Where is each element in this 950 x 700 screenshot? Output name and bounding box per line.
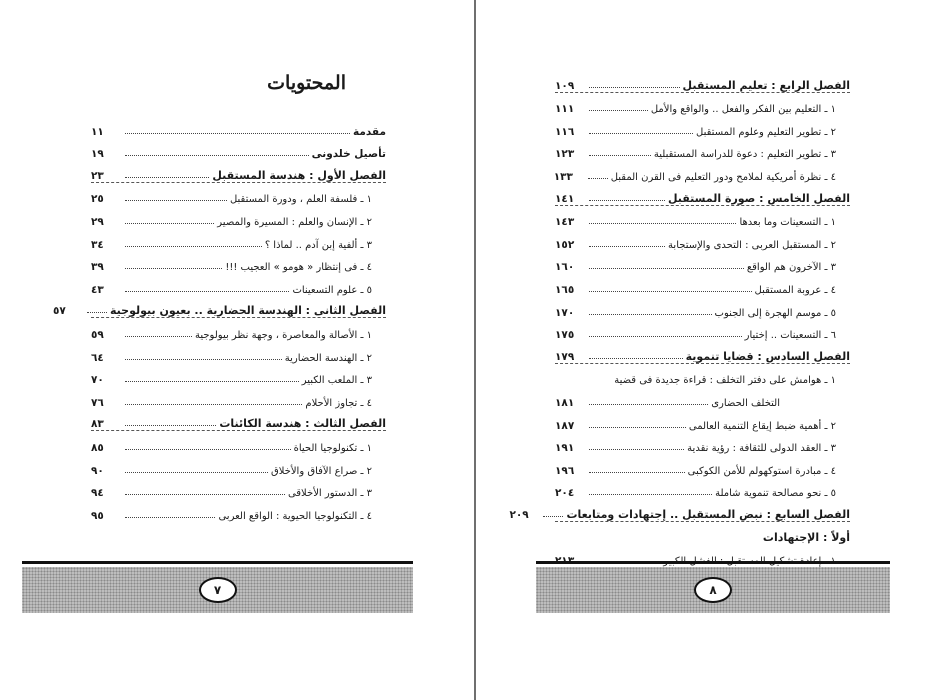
toc-entry-title: ١ ـ تكنولوجيا الحياة [293,442,372,454]
toc-entry-title: ٣ ـ الدستور الأخلاقى [287,488,372,500]
dot-leader [125,359,282,360]
toc-entry-page: ٧٠ [91,374,104,387]
toc-entry-page: ١٥٢ [555,238,575,251]
toc-entry-title: الفصل السادس : قضايا تنموية [685,349,850,363]
dot-leader [125,494,285,495]
toc-entry-page: ١٩١ [555,442,575,455]
toc-entry-page: ١٤٣ [555,216,575,229]
toc-chapter-entry [555,341,850,364]
toc-entry [91,273,386,296]
toc-entry [91,341,386,364]
toc-entry-page: ١٩ [91,148,104,161]
toc-entry-title: ٤ ـ نظرة أمريكية لملامح ودور التعليم فى القرن المقبل [610,171,836,183]
footer-rule [536,561,890,564]
page-number: ٨ [694,577,732,603]
toc-entry [91,138,386,161]
toc-entry [91,499,386,522]
toc-entry-title: ٢ ـ المستقبل العربى : التحدى والإستجابة [668,239,836,251]
toc-entry-title: ٦ ـ التسعينات .. إختيار [744,330,836,342]
toc-entry-title: ١ ـ هوامش على دفتر التخلف : قراءة جديدة فى قضية [614,375,836,387]
toc-entry-title: تأصيل خلدونى [311,148,386,161]
toc-entry [91,431,386,454]
toc-entry-title: ٥ ـ موسم الهجرة إلى الجنوب [714,307,836,319]
dot-leader [125,177,209,178]
toc-entry-title: الفصل الثانى : الهندسة الحضارية .. بعيون بيولوجية [110,304,386,318]
toc-entry-title: الفصل السابع : نبض المستقبل .. إجتهادات ومتابعات [566,507,850,521]
toc-entry-title: الفصل الأول : هندسة المستقبل [212,168,386,182]
toc-entry-title: ٢ ـ الإنسان والعلم : المسيرة والمصير [217,216,372,228]
dot-leader [589,358,683,359]
toc-entry [555,138,850,161]
toc-entry-page: ١٠٩ [555,79,575,92]
toc-entry [91,364,386,387]
dot-leader [589,268,744,269]
toc-entry-page: ١٢٣ [555,148,575,161]
toc-entry-page: ١٩٦ [555,464,575,477]
toc-entry-title: ٤ ـ مبادرة استوكهولم للأمن الكوكبى [687,465,836,477]
toc-entry [555,228,850,251]
dot-leader [125,449,291,450]
dot-leader [589,427,686,428]
toc-entry-page: ٤٣ [91,283,104,296]
toc-entry-title: الفصل الخامس : صورة المستقبل [667,191,850,205]
toc-entry [91,386,386,409]
dot-leader [589,87,680,88]
dot-leader [543,516,563,517]
toc-entry-title: الفصل الرابع : تعليم المستقبل [682,78,850,92]
toc-chapter-entry [91,409,386,432]
dot-leader [589,291,752,292]
toc-entry-page: ١٨١ [555,396,575,409]
dot-leader [125,404,302,405]
toc-entry-page: ٧٦ [91,396,104,409]
right-page [476,0,950,700]
toc-entry-page: ٥٧ [53,305,66,318]
toc-entry-title: ٤ ـ عروبة المستقبل [754,284,836,296]
toc-entry-title: ١ ـ فلسفة العلم ، ودورة المستقبل [229,194,372,206]
left-page [0,0,474,700]
dot-leader [588,178,608,179]
toc-entry-page: ١٣٣ [553,170,573,183]
footer-rule [22,561,413,564]
toc-entry-page: ١٨٧ [555,419,575,432]
toc-entry [555,206,850,229]
footer-band [536,567,890,613]
toc-entry-page: ٢٠٤ [555,487,575,500]
toc-entry-title: ٥ ـ علوم التسعينات [292,284,372,296]
dot-leader [589,246,665,247]
dot-leader [589,404,708,405]
dot-leader [125,200,227,201]
toc-entry-title: ٣ ـ الآخرون هم الواقع [746,262,836,274]
toc-entry-title: ١ ـ التعليم بين الفكر والفعل .. والواقع والأمل [650,104,836,116]
toc-entry-page: ٩٤ [91,487,104,500]
toc-entry-page: ٨٥ [91,441,104,454]
toc-entry [555,296,850,319]
toc-entry [555,93,850,116]
toc-entry-title: ٤ ـ فى إنتظار « هومو » العجيب !!! [225,262,372,274]
dot-leader [589,314,712,315]
toc-list-right [509,70,850,567]
toc-entry-page: ١٧٠ [555,306,575,319]
footer-band [22,567,413,613]
toc-entry-title: ٣ ـ العقد الدولى للثقافة : رؤية نقدية [687,443,836,455]
toc-list-left [53,115,386,522]
toc-entry-page: ٨٣ [91,418,104,431]
toc-entry [555,319,850,342]
toc-entry [91,251,386,274]
toc-entry [555,273,850,296]
dot-leader [125,517,215,518]
toc-entry [91,454,386,477]
toc-entry-page: ١١٦ [555,125,575,138]
toc-entry [555,160,850,183]
toc-entry [91,228,386,251]
toc-entry-title: ٥ ـ نحو مصالحة تنموية شاملة [715,488,836,500]
page-number: ٧ [199,577,237,603]
toc-entry-title: ٣ ـ الملعب الكبير [301,375,372,387]
toc-entry-title: الفصل الثالث : هندسة الكائنات [219,417,386,431]
toc-entry [555,251,850,274]
toc-entry-page: ٩٥ [91,509,104,522]
dot-leader [589,472,685,473]
dot-leader [125,425,216,426]
toc-entry-title: ١ ـ الأصالة والمعاصرة ، وجهة نظر بيولوجية [195,329,372,341]
dot-leader [87,312,107,313]
toc-entry [555,477,850,500]
toc-entry-page: ٢٠٩ [509,508,529,521]
toc-chapter-entry [509,499,850,522]
toc-entry-page: ١٤١ [555,192,575,205]
toc-entry [555,364,850,387]
toc-entry-page: ٦٤ [91,351,104,364]
toc-entry-page: ٩٠ [91,464,104,477]
dot-leader [589,155,651,156]
toc-entry-page: ١٦٠ [555,261,575,274]
dot-leader [589,336,742,337]
toc-entry-title: ٢ ـ الهندسة الحضارية [284,352,372,364]
dot-leader [125,268,222,269]
toc-entry-title: ٣ ـ ألفية إبن آدم .. لماذا ؟ [264,239,372,251]
toc-entry [555,432,850,455]
dot-leader [125,246,262,247]
toc-entry-title: مقدمة [353,125,386,138]
toc-entry-page: ١٧٥ [555,329,575,342]
toc-entry-page: ١٧٩ [555,350,575,363]
toc-entry [555,115,850,138]
toc-entry-title: ٢ ـ تطوير التعليم وعلوم المستقبل [696,126,836,138]
toc-entry-title: ٢ ـ أهمية ضبط إيقاع التنمية العالمى [688,420,836,432]
dot-leader [125,381,299,382]
toc-entry-title: ٤ ـ التكنولوجيا الحيوية : الواقع العربى [218,510,372,522]
toc-entry-page: ٣٩ [91,261,104,274]
toc-entry-page: ٥٩ [91,328,104,341]
toc-entry-title: ٢ ـ صراع الآفاق والأخلاق [270,465,372,477]
toc-entry-title: أولاً : الإجتهادات [762,531,850,545]
dot-leader [589,110,648,111]
dot-leader [589,494,712,495]
dot-leader [589,449,684,450]
toc-chapter-entry [555,70,850,93]
toc-chapter-entry [555,183,850,206]
dot-leader [125,336,192,337]
toc-chapter-entry [91,160,386,183]
toc-entry [555,522,850,545]
toc-entry [555,409,850,432]
toc-entry-page: ٣٤ [91,238,104,251]
toc-entry-title: ١ ـ التسعينات وما بعدها [739,217,836,229]
dot-leader [125,223,214,224]
dot-leader [589,200,665,201]
dot-leader [125,133,350,134]
toc-entry-page: ٢٣ [91,169,104,182]
dot-leader [125,291,289,292]
toc-chapter-entry [53,296,386,319]
toc-entry [555,454,850,477]
toc-entry [91,183,386,206]
toc-entry [555,386,850,409]
toc-entry-page: ٢٩ [91,215,104,228]
dot-leader [589,223,736,224]
toc-entry [91,477,386,500]
toc-entry [91,205,386,228]
toc-entry-page: ١١ [91,125,104,138]
toc-entry-title: ٤ ـ تجاوز الأحلام [305,397,372,409]
toc-entry-title: التخلف الحضارى [711,397,780,409]
toc-entry [91,115,386,138]
dot-leader [125,155,309,156]
dot-leader [125,472,268,473]
toc-entry [91,318,386,341]
toc-entry-title: ٣ ـ تطوير التعليم : دعوة للدراسة المستقبلية [653,149,836,161]
dot-leader [589,133,693,134]
toc-entry-page: ١١١ [555,103,575,116]
toc-entry-page: ٢٥ [91,193,104,206]
toc-entry-page: ١٦٥ [555,283,575,296]
toc-title: المحتويات [267,72,346,94]
